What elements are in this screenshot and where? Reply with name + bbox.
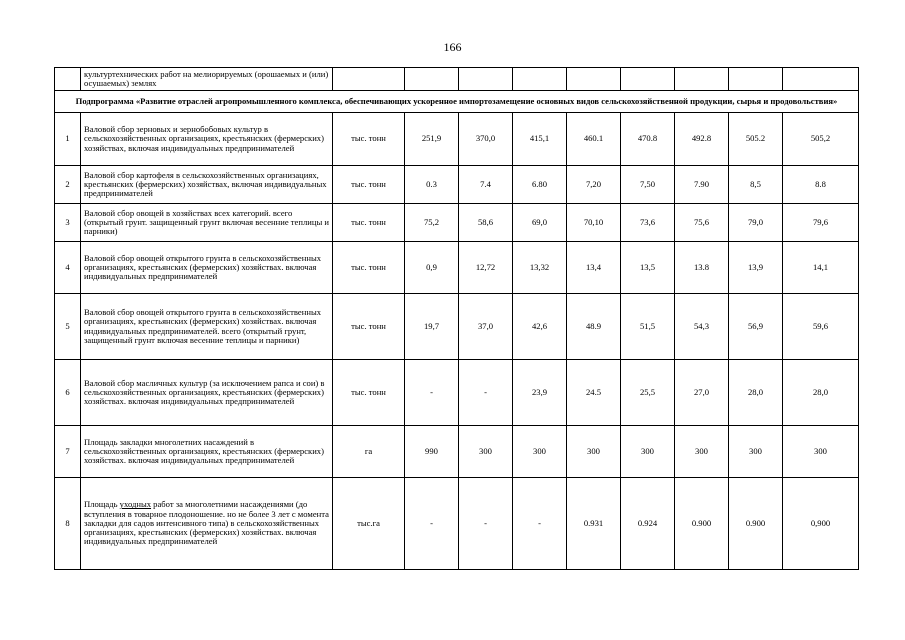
- row-value: 51,5: [621, 294, 675, 360]
- row-value: [567, 68, 621, 91]
- row-value: 42,6: [513, 294, 567, 360]
- row-value: [621, 68, 675, 91]
- row-value: 0.924: [621, 478, 675, 570]
- row-name: Валовой сбор картофеля в сельскохозяйственных организациях, крестьянских (фермерских) хозяйствах, включая индивидуальных предпринимателей: [81, 166, 333, 204]
- row-value: 7.4: [459, 166, 513, 204]
- row-value: 23,9: [513, 360, 567, 426]
- row-value: 415,1: [513, 113, 567, 166]
- row-name-underlined: уходных: [119, 499, 152, 510]
- row-unit: га: [333, 426, 405, 478]
- row-value: 79,6: [783, 204, 859, 242]
- row-value: 0.3: [405, 166, 459, 204]
- row-value: 300: [675, 426, 729, 478]
- row-name-part: работ за многолетними насаждениями (до вступления в товарное плодоношение. но не более 3 лет с момента закладки для садов интенсивного типа) в сельскохозяйственных организациях, крестьянских (фермерских) хозяйствах. включая индивидуальных предпринимателей: [84, 499, 329, 547]
- table-row: [55, 166, 859, 204]
- table-row: [55, 478, 859, 570]
- row-number: 6: [55, 360, 81, 426]
- row-value: 12,72: [459, 242, 513, 294]
- row-unit: тыс.га: [333, 478, 405, 570]
- table-row: [55, 242, 859, 294]
- row-value: 300: [513, 426, 567, 478]
- row-value: -: [459, 478, 513, 570]
- row-value: 7.90: [675, 166, 729, 204]
- row-value: 8,5: [729, 166, 783, 204]
- indicators-table: [54, 67, 859, 570]
- row-value: 0.900: [729, 478, 783, 570]
- row-value: 370,0: [459, 113, 513, 166]
- row-value: [729, 68, 783, 91]
- row-number: 3: [55, 204, 81, 242]
- row-value: 13,9: [729, 242, 783, 294]
- row-value: 28,0: [729, 360, 783, 426]
- row-value: 75,2: [405, 204, 459, 242]
- row-value: 6.80: [513, 166, 567, 204]
- row-number: 1: [55, 113, 81, 166]
- row-value: -: [405, 478, 459, 570]
- row-value: 300: [459, 426, 513, 478]
- row-value: 505.2: [729, 113, 783, 166]
- row-value: 300: [729, 426, 783, 478]
- table-row-fragment: [55, 68, 859, 91]
- row-unit: тыс. тонн: [333, 113, 405, 166]
- row-value: 73,6: [621, 204, 675, 242]
- row-value: 56,9: [729, 294, 783, 360]
- row-unit: тыс. тонн: [333, 166, 405, 204]
- row-number: 7: [55, 426, 81, 478]
- row-value: [513, 68, 567, 91]
- row-name: Валовой сбор овощей в хозяйствах всех категорий. всего (открытый грунт. защищенный грунт включая весенние теплицы и парники): [81, 204, 333, 242]
- row-number: 5: [55, 294, 81, 360]
- row-value: 19,7: [405, 294, 459, 360]
- row-value: 990: [405, 426, 459, 478]
- row-value: -: [405, 360, 459, 426]
- row-value: [675, 68, 729, 91]
- row-value: -: [459, 360, 513, 426]
- row-name: Валовой сбор овощей открытого грунта в сельскохозяйственных организациях, крестьянских (фермерских) хозяйствах. включая индивидуальных предпринимателей. всего (открытый грунт, защищенный грунт включая весенние теплицы и парники): [81, 294, 333, 360]
- row-value: 0.900: [675, 478, 729, 570]
- row-value: 58,6: [459, 204, 513, 242]
- page-number: 166: [443, 40, 462, 54]
- row-name: Валовой сбор овощей открытого грунта в сельскохозяйственных организациях, крестьянских (фермерских) хозяйствах. включая индивидуальных предпринимателей: [81, 242, 333, 294]
- row-unit: тыс. тонн: [333, 242, 405, 294]
- row-value: 27,0: [675, 360, 729, 426]
- row-value: 59,6: [783, 294, 859, 360]
- row-value: 7,50: [621, 166, 675, 204]
- subprogram-title: Подпрограмма «Развитие отраслей агропромышленного комплекса, обеспечивающих ускоренное импортозамещение основных видов сельскохозяйственной продукции, сырья и продовольствия»: [55, 91, 859, 113]
- row-value: 48.9: [567, 294, 621, 360]
- row-value: 13,4: [567, 242, 621, 294]
- table-row: [55, 204, 859, 242]
- row-value: [783, 68, 859, 91]
- row-value: 470.8: [621, 113, 675, 166]
- row-value: [405, 68, 459, 91]
- row-value: 70,10: [567, 204, 621, 242]
- row-value: 13.8: [675, 242, 729, 294]
- row-value: 460.1: [567, 113, 621, 166]
- row-unit: тыс. тонн: [333, 204, 405, 242]
- row-value: 7,20: [567, 166, 621, 204]
- row-value: 0,900: [783, 478, 859, 570]
- row-value: -: [513, 478, 567, 570]
- row-number: 4: [55, 242, 81, 294]
- row-value: 0.931: [567, 478, 621, 570]
- row-value: 251,9: [405, 113, 459, 166]
- subprogram-row: [55, 91, 859, 113]
- row-value: 492.8: [675, 113, 729, 166]
- table-row: [55, 113, 859, 166]
- table-row: [55, 360, 859, 426]
- table-row: [55, 426, 859, 478]
- row-value: 0,9: [405, 242, 459, 294]
- row-value: 69,0: [513, 204, 567, 242]
- row-value: 8.8: [783, 166, 859, 204]
- row-value: 300: [567, 426, 621, 478]
- row-value: 505,2: [783, 113, 859, 166]
- row-value: 24.5: [567, 360, 621, 426]
- row-name: Валовой сбор зерновых и зернобобовых культур в сельскохозяйственных организациях, крестьянских (фермерских) хозяйствах, включая индивидуальных предпринимателей: [81, 113, 333, 166]
- row-unit: тыс. тонн: [333, 360, 405, 426]
- row-name: культуртехнических работ на мелиорируемых (орошаемых и (или) осушаемых) землях: [81, 68, 333, 91]
- table-row: [55, 294, 859, 360]
- row-name: Валовой сбор масличных культур (за исключением рапса и сои) в сельскохозяйственных организациях, крестьянских (фермерских) хозяйствах. включая индивидуальных предпринимателей: [81, 360, 333, 426]
- table-body: [55, 68, 859, 570]
- row-value: 37,0: [459, 294, 513, 360]
- row-value: 75,6: [675, 204, 729, 242]
- row-name: [81, 478, 333, 570]
- row-unit: [333, 68, 405, 91]
- row-name-part: Площадь: [84, 499, 120, 510]
- row-value: 13,5: [621, 242, 675, 294]
- row-value: 25,5: [621, 360, 675, 426]
- row-value: 54,3: [675, 294, 729, 360]
- row-name: Площадь закладки многолетних насаждений в сельскохозяйственных организациях, крестьянских (фермерских) хозяйствах. включая индивидуальных предпринимателей: [81, 426, 333, 478]
- row-value: 300: [621, 426, 675, 478]
- row-unit: тыс. тонн: [333, 294, 405, 360]
- row-value: 300: [783, 426, 859, 478]
- row-value: 14,1: [783, 242, 859, 294]
- row-number: 8: [55, 478, 81, 570]
- row-value: 13,32: [513, 242, 567, 294]
- row-value: 28,0: [783, 360, 859, 426]
- row-value: 79,0: [729, 204, 783, 242]
- row-number: [55, 68, 81, 91]
- row-value: [459, 68, 513, 91]
- row-number: 2: [55, 166, 81, 204]
